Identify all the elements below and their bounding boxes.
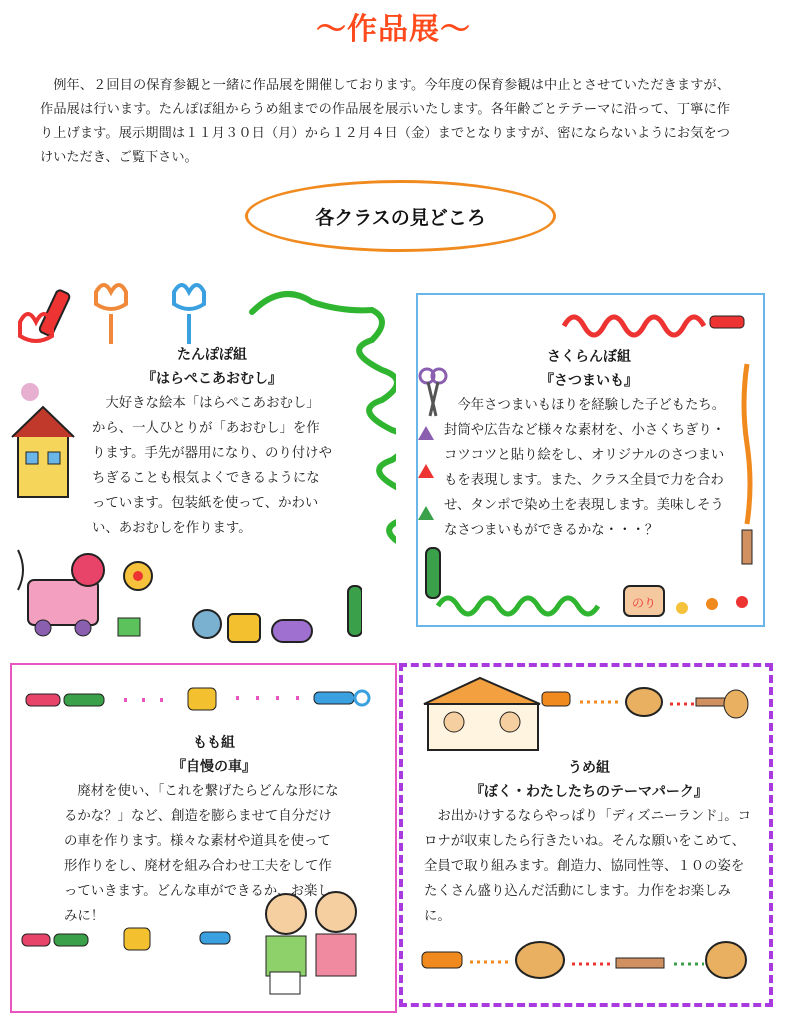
momo-class-name: もも組 (193, 735, 235, 751)
paintbrush-illustration (736, 360, 758, 570)
ume-description: お出かけするならやっぱり「ディズニーランド」。コロナが収束したら行きたいね。そんな願いをこめて、全員で取り組みます。創造力、協同性等、１０の姿をたくさん盛り込んだ活動にします。力作をお楽しみに。 (424, 809, 751, 924)
sakuranbo-description: 今年さつまいもほりを経験した子どもたち。封筒や広告など様々な素材を、小さくちぎり・コツコツと貼り絵をし、オリジナルのさつまいもを表現します。また、クラス全員で力を合わせ、タンポで染め土を表現します。美味しそうなさつまいもができるかな・・・？ (444, 398, 726, 538)
highlights-label: 各クラスの見どころ (315, 206, 486, 229)
ume-class-name: うめ組 (568, 760, 610, 776)
momo-section (64, 731, 364, 929)
highlights-oval (245, 180, 556, 252)
paint-tools-row-bottom (420, 938, 750, 984)
momo-theme: 『自慢の車』 (172, 759, 256, 775)
ume-section (424, 756, 754, 929)
intro-paragraph: 例年、２回目の保育参観と一緒に作品展を開催しております。今年度の保育参観は中止とさせていただきますが、作品展は行います。たんぽぽ組からうめ組までの作品展を展示いたします。各年齢ごとテテーマに沿って、丁寧に作り上げます。展示期間は１１月３０日（月）から１２月４日（金）までとなりますが、密にならないようにお気をつけいただき、ご覧下さい。 (40, 78, 730, 165)
house-illustration (8, 382, 78, 502)
green-squiggle-glue-illustration (418, 546, 758, 622)
paint-tools-row-top (540, 684, 750, 724)
tanpopo-description: 大好きな絵本「はらぺこあおむし」から、一人ひとりが「あおむし」を作ります。手先が器用になり、のり付けやちぎることも根気よくできるようになっています。包装紙を使って、かわいい、あおむしを作ります。 (92, 396, 332, 536)
craft-tools-row-top (24, 684, 374, 714)
red-squiggle-crayon (560, 306, 750, 340)
theme-park-house-illustration (420, 674, 550, 754)
sakuranbo-class-name: さくらんぼ組 (547, 349, 631, 365)
tanpopo-theme: 『はらぺこあおむし』 (142, 371, 282, 387)
glue-label: のり (632, 596, 657, 610)
sakuranbo-section (444, 345, 734, 543)
flower-tape-glue-illustration (112, 556, 362, 646)
sakuranbo-theme: 『さつまいも』 (540, 373, 638, 389)
momo-description: 廃材を使い、「これを繋げたらどんな形になるかな？」など、創造を膨らませて自分だけの車を作ります。様々な素材や道具を使って形作りをし、廃材を組み合わせ工夫をして作っていきます。どんな車ができるか、お楽しみに！ (64, 784, 339, 924)
page-title: 〜作品展〜 (316, 12, 471, 47)
ume-theme: 『ぼく・わたしたちのテーマパーク』 (470, 784, 708, 800)
tanpopo-section (92, 343, 332, 541)
tanpopo-class-name: たんぽぽ組 (177, 347, 247, 363)
